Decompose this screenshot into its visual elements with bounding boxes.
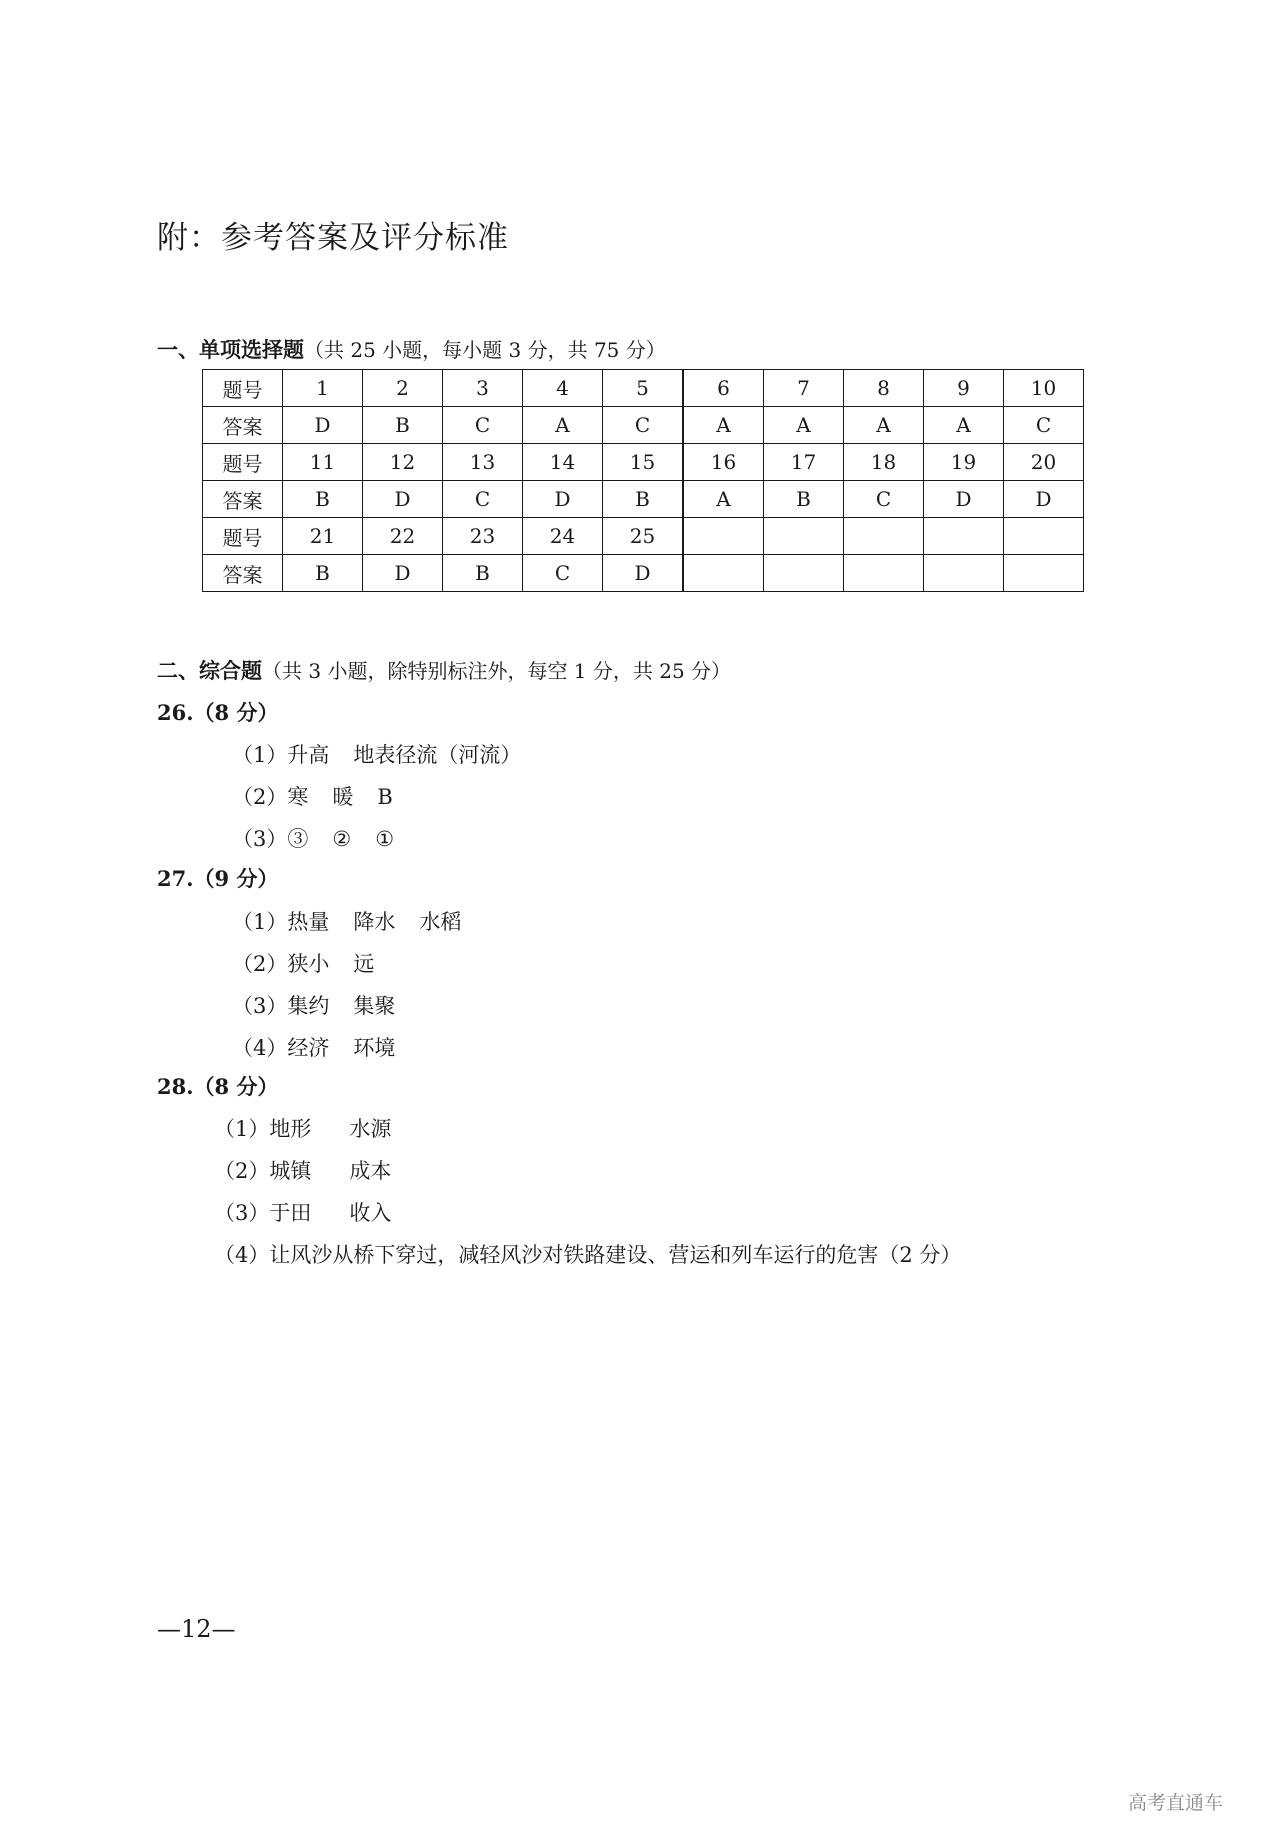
answer-row: [203, 481, 1084, 518]
answer-text: ③: [287, 827, 309, 851]
question-number-row: [203, 370, 1084, 407]
answer-cell: B: [363, 407, 443, 444]
q26-answer-line: [232, 781, 393, 811]
row-label-answer: 答案: [203, 407, 283, 444]
question-number-row: [203, 444, 1084, 481]
answer-text: 热量: [287, 910, 330, 934]
answer-cell: [844, 555, 924, 592]
question-26-heading: 26.（8 分）: [157, 700, 279, 725]
sub-question-label: （1）: [232, 910, 288, 934]
sub-question-label: （2）: [232, 952, 288, 976]
question-number-cell: [924, 518, 1004, 555]
answer-cell: B: [603, 481, 684, 518]
question-number-cell: [844, 518, 924, 555]
section-2-lead: 二、综合题: [157, 659, 262, 683]
answer-text: 降水: [353, 910, 396, 934]
question-number-cell: 24: [523, 518, 603, 555]
question-number-cell: 9: [924, 370, 1004, 407]
answer-row: [203, 555, 1084, 592]
answer-cell: D: [523, 481, 603, 518]
answer-cell: A: [523, 407, 603, 444]
answer-text: 成本: [349, 1159, 392, 1183]
question-27-heading: 27.（9 分）: [157, 866, 279, 891]
answer-cell: A: [764, 407, 844, 444]
question-number-cell: 21: [283, 518, 363, 555]
answer-cell: C: [603, 407, 684, 444]
question-number-cell: 4: [523, 370, 603, 407]
question-number-cell: 12: [363, 444, 443, 481]
answer-text: 城镇: [269, 1159, 312, 1183]
answer-text: 狭小: [287, 952, 330, 976]
section-2-heading: [157, 655, 731, 685]
question-number-cell: 5: [603, 370, 684, 407]
q27-answer-line: [232, 948, 374, 978]
answer-cell: A: [844, 407, 924, 444]
answer-text: B: [377, 785, 393, 809]
answer-cell: D: [363, 555, 443, 592]
answer-cell: D: [283, 407, 363, 444]
question-number-cell: [1004, 518, 1084, 555]
answer-text: ②: [332, 827, 352, 851]
answer-cell: D: [924, 481, 1004, 518]
answer-cell: B: [764, 481, 844, 518]
answer-cell: [924, 555, 1004, 592]
question-number-cell: 17: [764, 444, 844, 481]
answer-text: 地形: [269, 1117, 312, 1141]
sub-question-label: （4）: [214, 1243, 270, 1267]
section-2-note: （共 3 小题，除特别标注外，每空 1 分，共 25 分）: [262, 659, 732, 683]
question-number-cell: 23: [443, 518, 523, 555]
page-title: 附：参考答案及评分标准: [157, 220, 509, 256]
row-label-answer: 答案: [203, 481, 283, 518]
answer-text: 远: [353, 952, 375, 976]
sub-question-label: （3）: [214, 1201, 270, 1225]
question-number-cell: 7: [764, 370, 844, 407]
sub-question-label: （2）: [214, 1159, 270, 1183]
answer-table: [202, 369, 1084, 592]
question-number-cell: 15: [603, 444, 684, 481]
q28-answer-line: [214, 1197, 391, 1227]
question-number-cell: 6: [683, 370, 764, 407]
question-number-cell: 25: [603, 518, 684, 555]
question-number-cell: 19: [924, 444, 1004, 481]
question-number-cell: 10: [1004, 370, 1084, 407]
answer-cell: A: [924, 407, 1004, 444]
section-1-lead: 一、单项选择题: [157, 338, 304, 362]
answer-cell: A: [683, 481, 764, 518]
answer-text: 环境: [353, 1036, 396, 1060]
answer-cell: C: [443, 407, 523, 444]
row-label-question: 题号: [203, 518, 283, 555]
section-1-note: （共 25 小题，每小题 3 分，共 75 分）: [304, 338, 666, 362]
question-number-cell: 2: [363, 370, 443, 407]
answer-cell: A: [683, 407, 764, 444]
answer-cell: B: [283, 481, 363, 518]
answer-text: 让风沙从桥下穿过，减轻风沙对铁路建设、营运和列车运行的危害（2 分）: [269, 1243, 962, 1267]
answer-cell: D: [363, 481, 443, 518]
question-number-cell: 11: [283, 444, 363, 481]
sub-question-label: （1）: [232, 743, 288, 767]
answer-cell: B: [443, 555, 523, 592]
answer-text: 寒: [287, 785, 309, 809]
answer-cell: [683, 555, 764, 592]
q28-answer-line: [214, 1239, 961, 1269]
sub-question-label: （1）: [214, 1117, 270, 1141]
answer-text: 水稻: [419, 910, 462, 934]
q27-answer-line: [232, 990, 395, 1020]
answer-text: 集聚: [353, 994, 396, 1018]
answer-text: 收入: [349, 1201, 392, 1225]
watermark: 高考直通车: [1128, 1792, 1224, 1814]
answer-cell: D: [1004, 481, 1084, 518]
answer-cell: C: [523, 555, 603, 592]
answer-cell: [1004, 555, 1084, 592]
question-number-cell: 20: [1004, 444, 1084, 481]
answer-cell: [764, 555, 844, 592]
answer-text: 升高: [287, 743, 330, 767]
q27-answer-line: [232, 906, 461, 936]
question-number-cell: 18: [844, 444, 924, 481]
answer-text: 地表径流（河流）: [353, 743, 522, 767]
question-number-row: [203, 518, 1084, 555]
question-number-cell: 1: [283, 370, 363, 407]
answer-cell: D: [603, 555, 684, 592]
question-number-cell: 13: [443, 444, 523, 481]
question-number-cell: 16: [683, 444, 764, 481]
answer-cell: C: [1004, 407, 1084, 444]
row-label-answer: 答案: [203, 555, 283, 592]
answer-cell: B: [283, 555, 363, 592]
q28-answer-line: [214, 1113, 391, 1143]
question-number-cell: [764, 518, 844, 555]
q26-answer-line: [232, 823, 394, 853]
answer-text: 经济: [287, 1036, 330, 1060]
question-number-cell: 22: [363, 518, 443, 555]
answer-row: [203, 407, 1084, 444]
answer-cell: C: [844, 481, 924, 518]
sub-question-label: （3）: [232, 827, 288, 851]
question-28-heading: 28.（8 分）: [157, 1074, 279, 1099]
answer-text: 水源: [349, 1117, 392, 1141]
question-number-cell: 3: [443, 370, 523, 407]
sub-question-label: （3）: [232, 994, 288, 1018]
answer-text: 集约: [287, 994, 330, 1018]
q26-answer-line: [232, 739, 521, 769]
answer-cell: C: [443, 481, 523, 518]
q27-answer-line: [232, 1032, 395, 1062]
section-1-heading: [157, 334, 666, 364]
page-number: —12—: [157, 1615, 236, 1643]
q28-answer-line: [214, 1155, 391, 1185]
row-label-question: 题号: [203, 444, 283, 481]
answer-text: 于田: [269, 1201, 312, 1225]
sub-question-label: （4）: [232, 1036, 288, 1060]
question-number-cell: 14: [523, 444, 603, 481]
sub-question-label: （2）: [232, 785, 288, 809]
row-label-question: 题号: [203, 370, 283, 407]
answer-text: ①: [375, 827, 395, 851]
answer-text: 暖: [332, 785, 354, 809]
question-number-cell: 8: [844, 370, 924, 407]
question-number-cell: [683, 518, 764, 555]
